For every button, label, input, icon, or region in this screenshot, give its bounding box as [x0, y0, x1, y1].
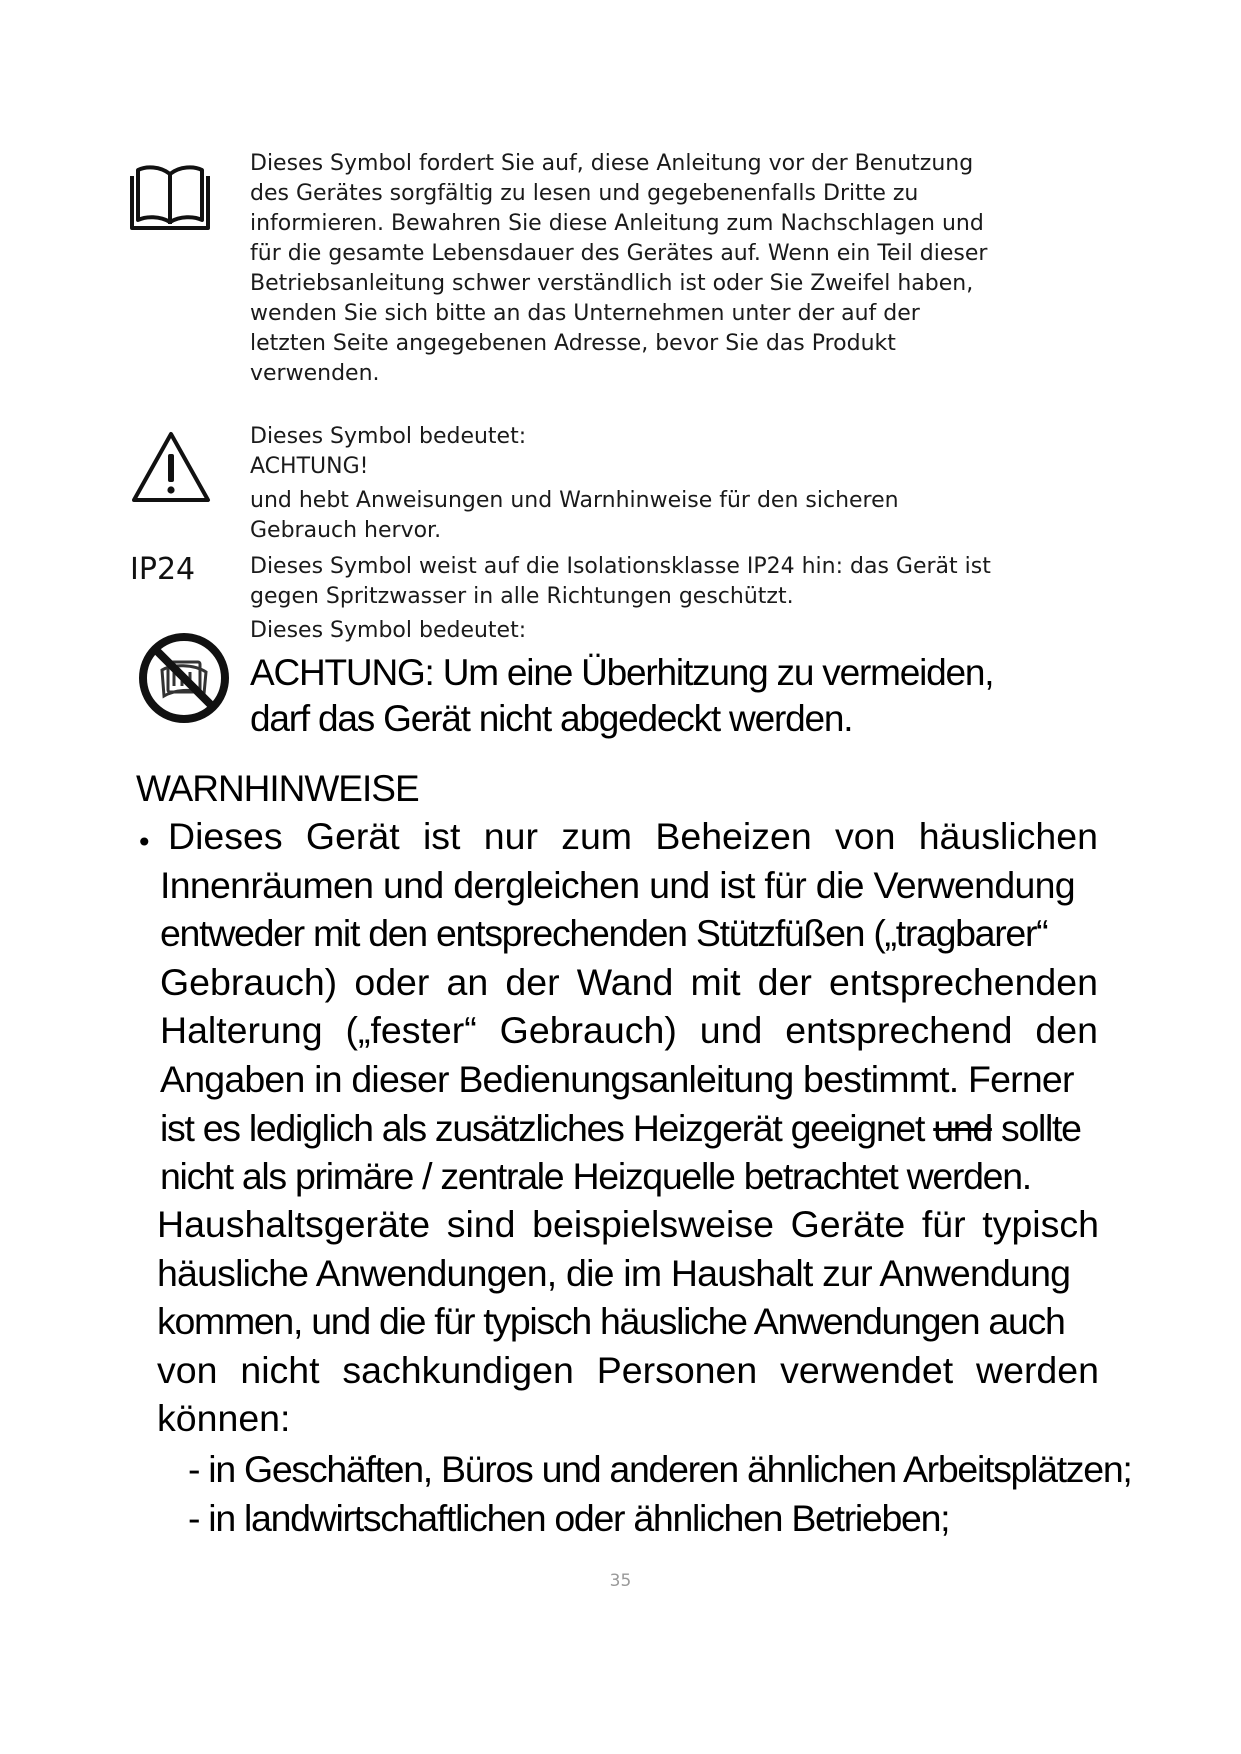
warning-triangle-icon [130, 430, 212, 504]
list-item: - in Geschäften, Büros und anderen ähnlichen Arbeitsplätzen; [188, 1448, 1132, 1490]
p1-line-7: ist es lediglich als zusätzliches Heizgerät geeignet und sollte [160, 1106, 1081, 1149]
ip24-symbol-text: Dieses Symbol weist auf die Isolationsklasse IP24 hin: das Gerät ist gegen Spritzwasser in alle Richtungen geschützt. [250, 554, 991, 609]
p1-line-5: Halterung („fester“ Gebrauch) und entsprechend den [160, 1009, 1098, 1052]
warning-symbol-text: Dieses Symbol bedeutet: ACHTUNG! und hebt Anweisungen und Warnhinweise für den sicheren Gebrauch hervor. [250, 424, 899, 543]
p2-line-4: von nicht sachkundigen Personen verwendet werden [157, 1348, 1099, 1391]
p2-line-2: häusliche Anwendungen, die im Haushalt zur Anwendung [157, 1251, 1071, 1294]
p1-line-4: Gebrauch) oder an der Wand mit der entsprechenden [160, 960, 1098, 1003]
p1-line-2: Innenräumen und dergleichen und ist für die Verwendung [160, 863, 1075, 906]
p1-line-8: nicht als primäre / zentrale Heizquelle betrachtet werden. [160, 1155, 1031, 1198]
usage-list [188, 1445, 1148, 1542]
p1-line-3: entweder mit den entsprechenden Stützfüßen („tragbarer“ [160, 912, 1048, 955]
p1-line-1: Dieses Gerät ist nur zum Beheizen von häuslichen [168, 815, 1098, 857]
p2-line-1: Haushaltsgeräte sind beispielsweise Geräte für typisch [157, 1203, 1099, 1245]
p2-line-3: kommen, und die für typisch häusliche Anwendungen auch [157, 1300, 1065, 1343]
overheat-warning: ACHTUNG: Um eine Überhitzung zu vermeiden, darf das Gerät nicht abgedeckt werden. [250, 652, 994, 739]
manual-symbol-text: Dieses Symbol fordert Sie auf, diese Anleitung vor der Benutzung des Gerätes sorgfältig zu lesen und gegebenenfalls Dritte zu informieren. Bewahren Sie diese Anleitung zum Nachschlagen und für die gesamte Lebensdauer des Gerätes auf. Wenn ein Teil dieser Betriebsanleitung schwer verständlich ist oder Sie Zweifel haben, wenden Sie sich bitte an das Unternehmen unter der auf der letzten Seite angegebenen Adresse, bevor Sie das Produkt verwenden. [250, 151, 988, 386]
do-not-cover-icon [138, 632, 230, 724]
page-number: 35 [609, 1571, 632, 1591]
list-item: - in landwirtschaftlichen oder ähnlichen Betrieben; [188, 1496, 950, 1539]
ip24-label: IP24 [130, 552, 196, 587]
warning-paragraph-1 [160, 812, 1098, 1201]
nocover-symbol-intro: Dieses Symbol bedeutet: [250, 618, 527, 643]
book-icon [130, 160, 210, 232]
warning-paragraph-2 [157, 1200, 1099, 1443]
p1-line-6: Angaben in dieser Bedienungsanleitung bestimmt. Ferner [160, 1057, 1074, 1100]
p2-line-5: können: [157, 1397, 291, 1440]
section-heading: WARNHINWEISE [136, 768, 419, 809]
bullet-marker: • [136, 826, 153, 859]
